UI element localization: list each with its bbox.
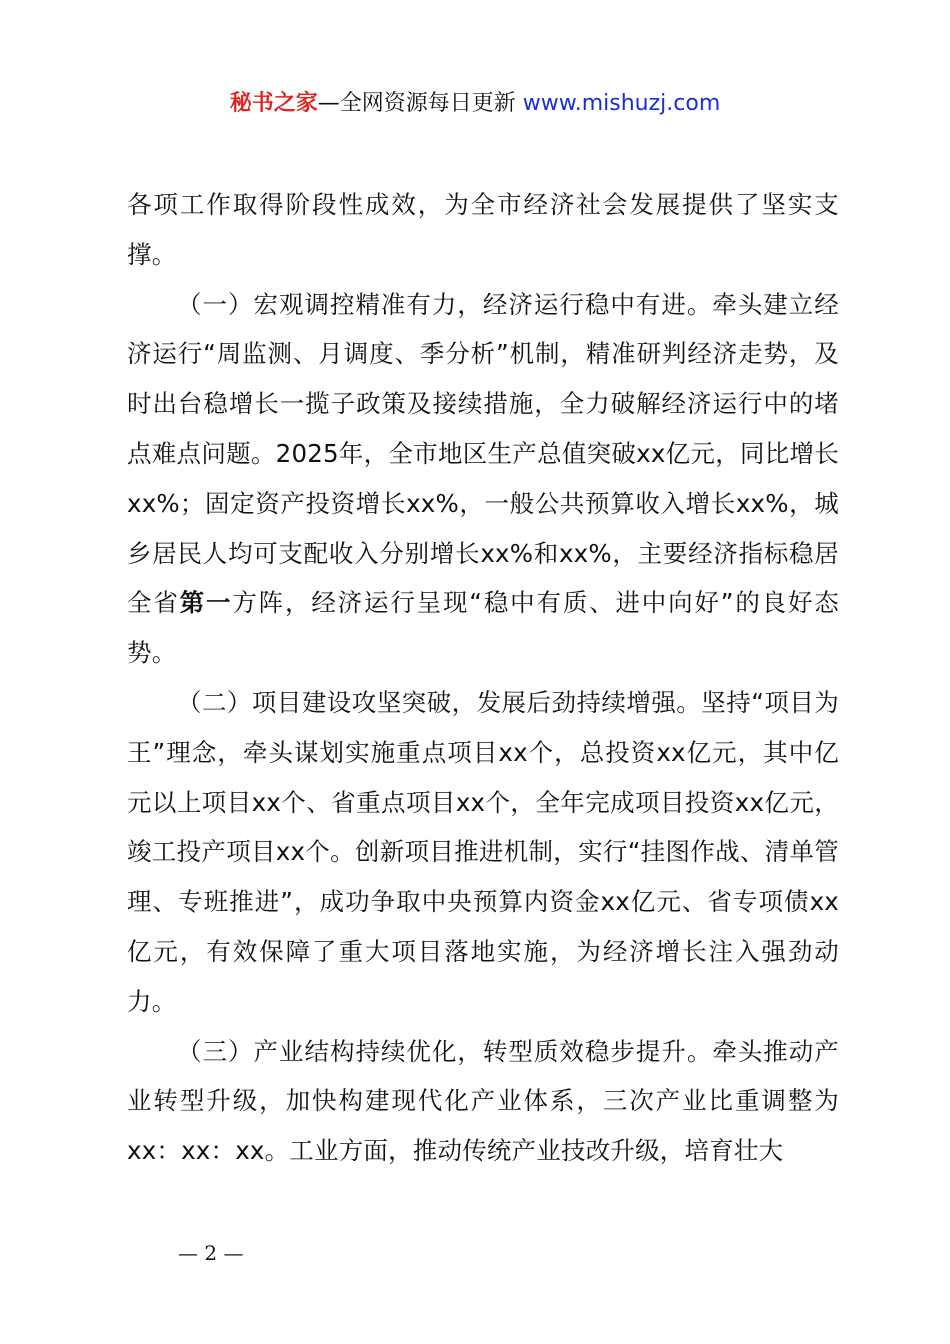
brand-name: 秘书之家 — [229, 91, 318, 116]
paragraph-macro-control — [127, 280, 839, 678]
paragraph-text: 方阵，经济运行呈现“稳中有质、进中向好”的良好态势。 — [127, 588, 840, 668]
paragraph-text: （一）宏观调控精准有力，经济运行稳中有进。牵头建立经济运行“周监测、月调度、季分析”机制，精准研判经济走势，及时出台稳增长一揽子政策及接续措施，全力破解经济运行中的堵点难点问题。2025年，全市地区生产总值突破xx亿元，同比增长xx%；固定资产投资增长xx%，一般公共预算收入增长xx%，城乡居民人均可支配收入分别增长xx%和xx%，主要经济指标稳居全省 — [127, 289, 839, 618]
paragraph-continuation: 各项工作取得阶段性成效，为全市经济社会发展提供了坚实支撑。 — [127, 190, 839, 269]
paragraph-industry-structure: （三）产业结构持续优化，转型质效稳步提升。牵头推动产业转型升级，加快构建现代化产业体系，三次产业比重调整为xx：xx：xx。工业方面，推动传统产业技改升级，培育壮大 — [127, 1036, 839, 1166]
bold-emphasis: 第一 — [179, 588, 233, 618]
document-body — [127, 180, 839, 1176]
paragraph-project-construction: （二）项目建设攻坚突破，发展后劲持续增强。坚持“项目为王”理念，牵头谋划实施重点项目xx个，总投资xx亿元，其中亿元以上项目xx个、省重点项目xx个，全年完成项目投资xx亿元，竣工投产项目xx个。创新项目推进机制，实行“挂图作战、清单管理、专班推进”，成功争取中央预算内资金xx亿元、省专项债xx亿元，有效保障了重大项目落地实施，为经济增长注入强劲动力。 — [127, 687, 839, 1016]
site-header — [0, 88, 950, 120]
page-number: — 2 — — [178, 1241, 244, 1265]
site-url-link[interactable]: www.mishuzj.com — [522, 91, 721, 116]
header-slogan: —全网资源每日更新 — [317, 91, 523, 116]
